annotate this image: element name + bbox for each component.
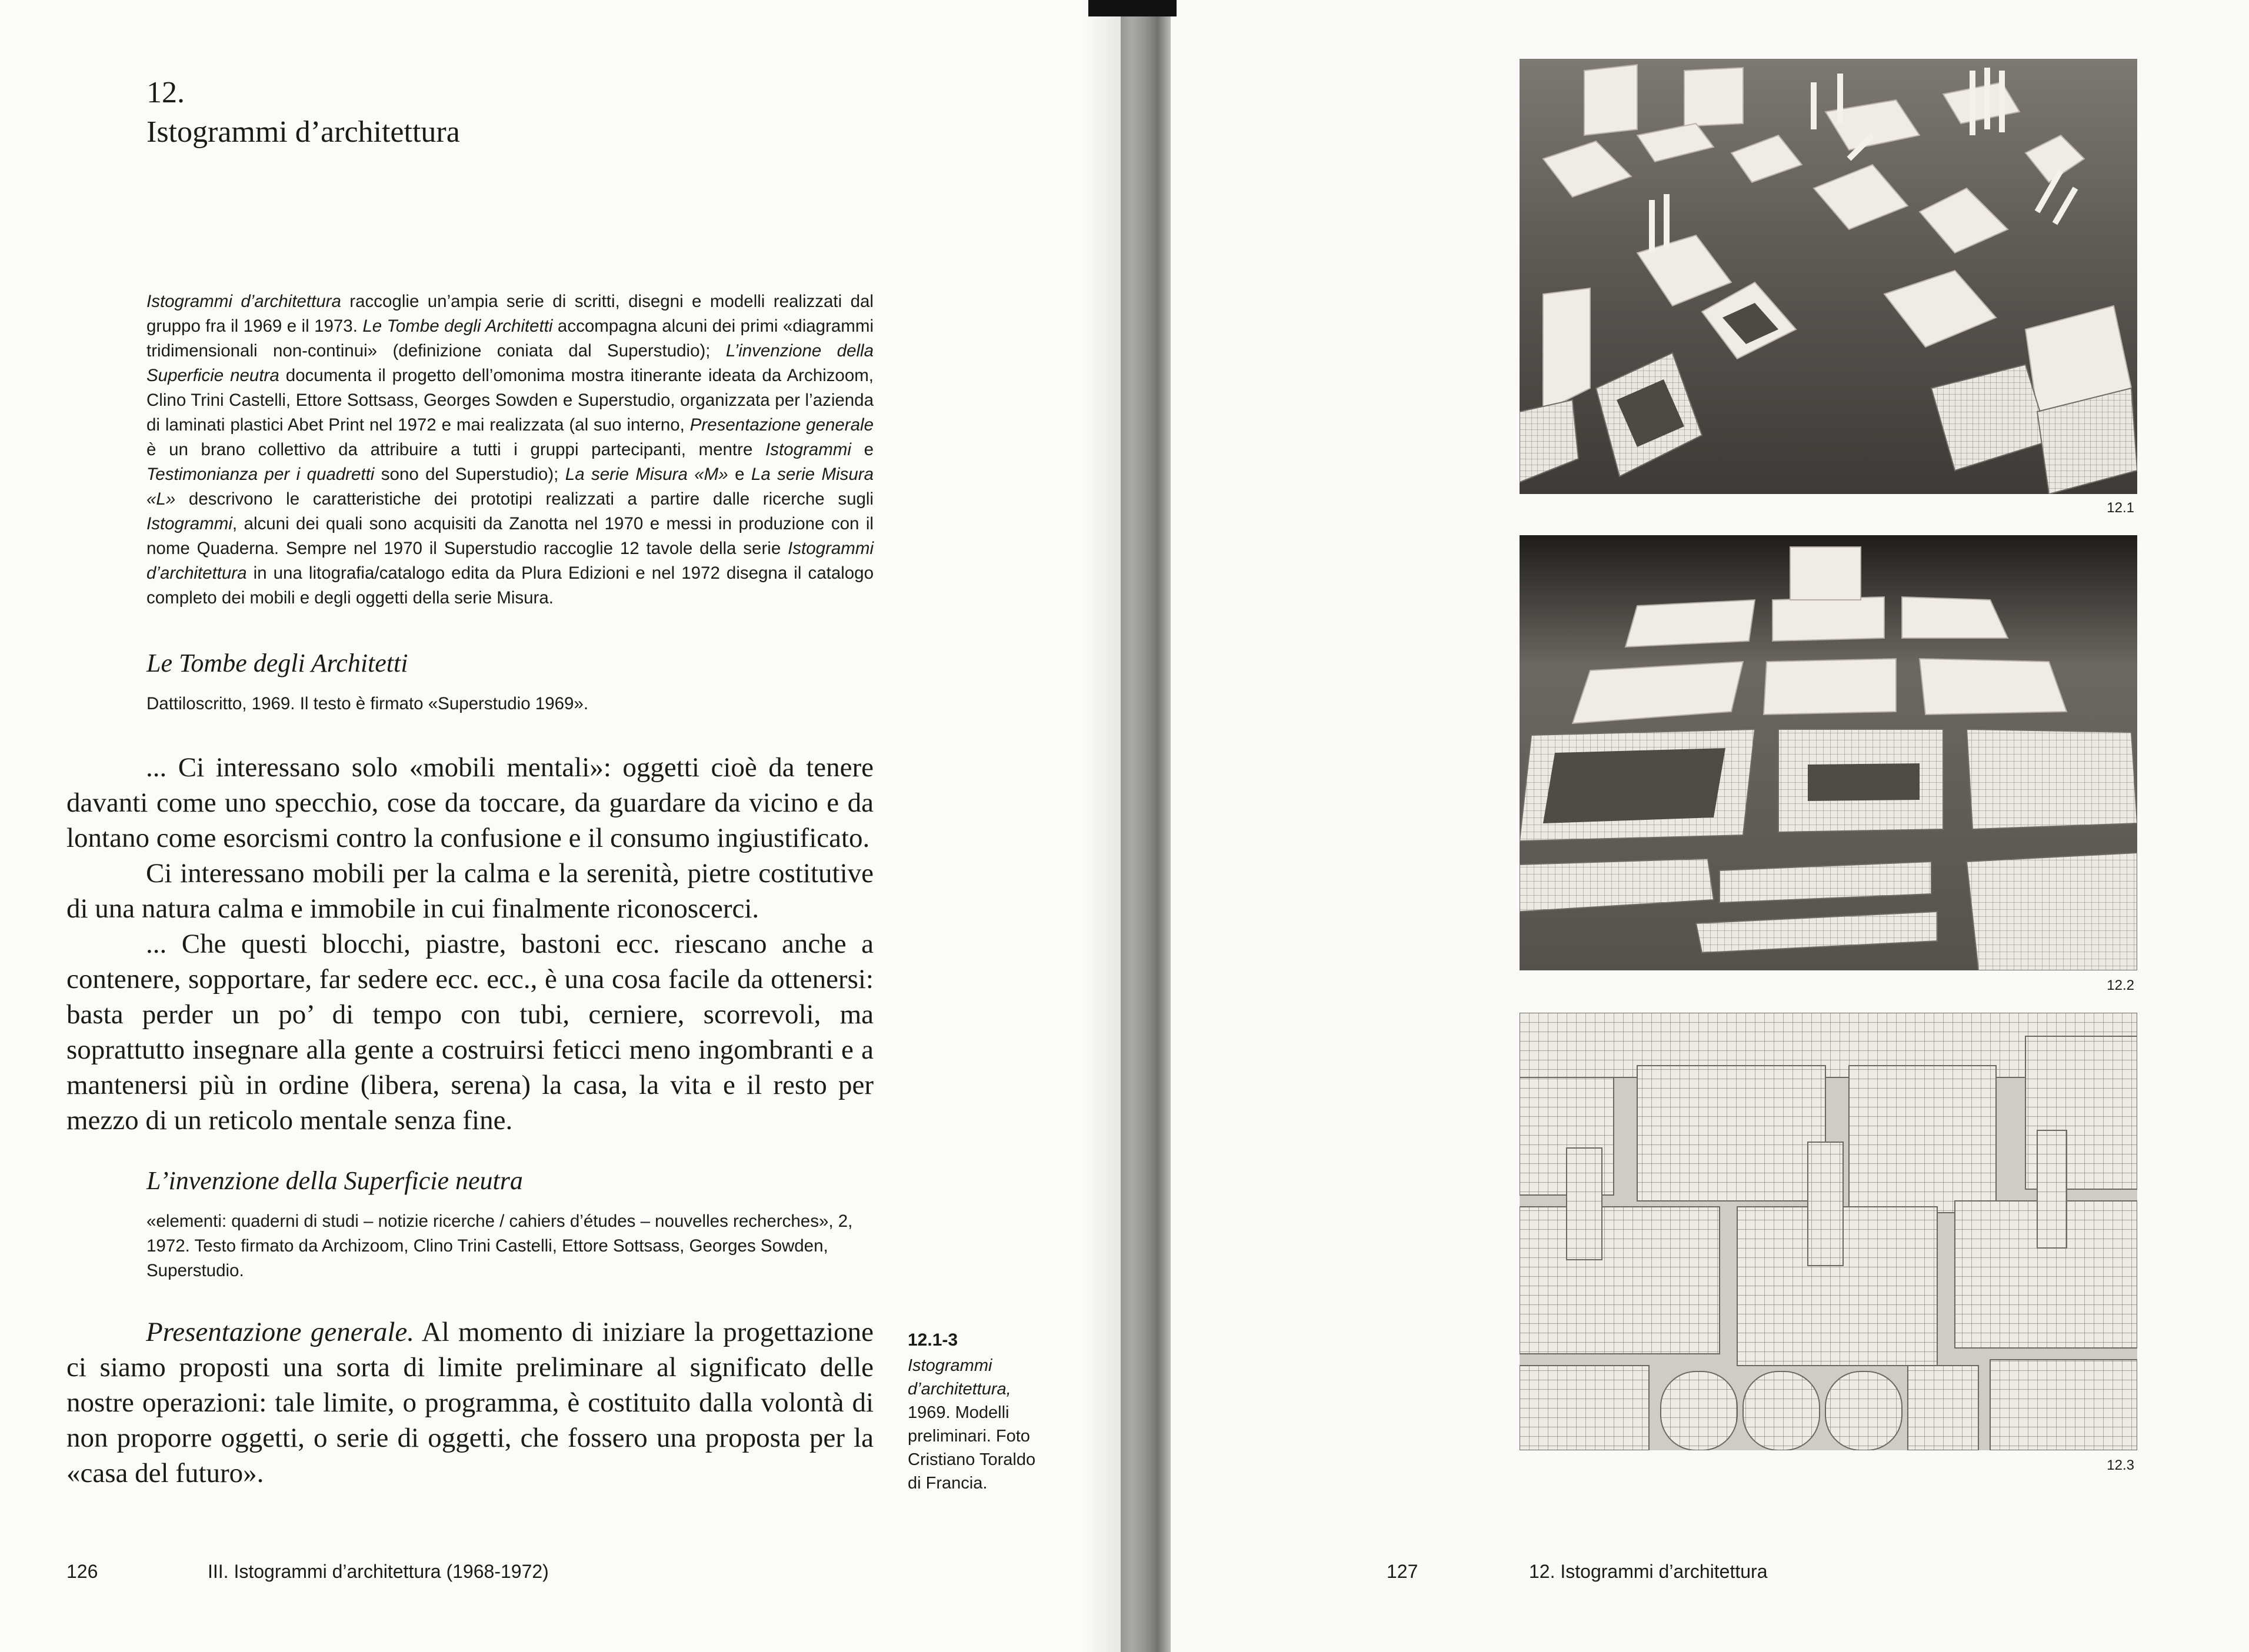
section-title-invenzione: L’invenzione della Superficie neutra	[146, 1166, 523, 1195]
intro-paragraph	[146, 289, 874, 610]
intro-title-ref: Istogrammi	[146, 514, 232, 533]
section-title-tombe: Le Tombe degli Architetti	[146, 649, 408, 678]
intro-text: è un brano collettivo da attribuire a tutti i gruppi partecipanti, mentre	[146, 440, 766, 459]
body-paragraph: Al momento di iniziare la progettazione ci siamo proposti una sorta di limite preliminare al significato delle nostre operazioni: tale limite, o programma, è costituito dalla volontà di non proporre oggetti, o serie di oggetti, che fossero una proposta per la «casa del futuro».	[66, 1317, 874, 1489]
intro-title-ref: L’invenzione della Superficie neutra	[146, 341, 874, 385]
running-head-right: 12. Istogrammi d’architettura	[1529, 1561, 1768, 1582]
intro-title-ref: La serie Misura «L»	[146, 465, 874, 509]
intro-text: documenta il progetto dell’omonima mostra itinerante ideata da Archizoom, Clino Trini Castelli, Ettore Sottsass, Georges Sowden e Superstudio, organizzata per l’azienda di laminati plastici Abet Print nel 1972 e mai realizzata (al suo interno,	[146, 366, 874, 435]
lead-phrase: Presentazione generale.	[146, 1317, 415, 1347]
intro-text: e	[851, 440, 874, 459]
page-number-right: 127	[1387, 1561, 1418, 1582]
intro-text: accompagna alcuni dei primi «diagrammi tridimensionali non-continui» (definizione coniata dal Superstudio);	[146, 316, 874, 361]
intro-text: in una litografia/catalogo edita da Plura Edizioni e nel 1972 disegna il catalogo completo dei mobili e degli oggetti della serie Misura.	[146, 563, 874, 608]
book-gutter-shadow-right	[1121, 0, 1156, 1652]
intro-title-ref: Istogrammi d’architettura	[146, 292, 341, 311]
caption-title: Istogrammi d’architettura,	[908, 1356, 1011, 1399]
left-page	[0, 0, 1121, 1652]
figure-12-3-photo	[1520, 1013, 2137, 1450]
book-spine-edge	[1088, 0, 1177, 16]
chapter-title: Istogrammi d’architettura	[146, 115, 460, 149]
caption-body: 1969. Modelli preliminari. Foto Cristiano Toraldo di Francia.	[908, 1403, 1036, 1493]
intro-title-ref: Presentazione generale	[689, 415, 874, 435]
caption-number: 12.1-3	[908, 1330, 958, 1350]
intro-title-ref: Le Tombe degli Architetti	[362, 316, 553, 336]
body-paragraph: ... Ci interessano solo «mobili mentali»: oggetti cioè da tenere davanti come uno specchio, cose da toccare, da guardare da vicino e da lontano come esorcismi contro la confusione e il consumo ingiustificato.	[66, 752, 874, 853]
running-head-left: III. Istogrammi d’architettura (1968-1972)	[208, 1561, 549, 1582]
intro-text: , alcuni dei quali sono acquisiti da Zanotta nel 1970 e messi in produzione con il nome Quaderna. Sempre nel 1970 il Superstudio raccoglie 12 tavole della serie	[146, 514, 874, 558]
body-text-presentazione	[66, 1314, 874, 1491]
section-meta-invenzione: «elementi: quaderni di studi – notizie ricerche / cahiers d’études – nouvelles recherches», 2, 1972. Testo firmato da Archizoom, Clino Trini Castelli, Ettore Sottsass, Georges Sowden, Superstudio.	[146, 1212, 853, 1280]
figure-label-12-2: 12.2	[2107, 977, 2134, 993]
figure-label-12-3: 12.3	[2107, 1457, 2134, 1473]
intro-title-ref: Testimonianza per i quadretti	[146, 465, 375, 484]
figure-label-12-1: 12.1	[2107, 500, 2134, 516]
caption	[908, 1354, 1049, 1495]
intro-text: raccoglie un’ampia serie di scritti, disegni e modelli realizzati dal gruppo fra il 1969 e il 1973.	[146, 292, 874, 336]
body-text-tombe	[66, 750, 874, 1138]
body-paragraph: Ci interessano mobili per la calma e la serenità, pietre costitutive di una natura calma e immobile in cui finalmente riconoscerci.	[66, 858, 874, 924]
intro-text: sono del Superstudio);	[374, 465, 565, 484]
body-paragraph: ... Che questi blocchi, piastre, bastoni ecc. riescano anche a contenere, sopportare, far sedere ecc. ecc., è una cosa facile da ottenersi: basta perder un po’ di tempo con tubi, cerniere, scorrevoli, ma soprattutto insegnare alla gente a costruirsi feticci meno ingombranti e a mantenersi più in ordine (libera, serena) la casa, la vita e il resto per mezzo di un reticolo mentale senza fine.	[66, 929, 874, 1136]
right-page	[1121, 0, 2249, 1652]
section-meta-tombe: Dattiloscritto, 1969. Il testo è firmato «Superstudio 1969».	[146, 694, 589, 713]
intro-text: descrivono le caratteristiche dei prototipi realizzati a partire dalle ricerche sugli	[175, 489, 874, 509]
intro-title-ref: Istogrammi d’architettura	[146, 539, 874, 583]
figure-12-2-photo	[1520, 535, 2137, 970]
intro-title-ref: Istogrammi	[765, 440, 851, 459]
figure-12-1-photo	[1520, 59, 2137, 494]
intro-text: e	[728, 465, 751, 484]
intro-title-ref: La serie Misura «M»	[565, 465, 728, 484]
page-number-left: 126	[66, 1561, 98, 1582]
chapter-number: 12.	[146, 76, 185, 109]
